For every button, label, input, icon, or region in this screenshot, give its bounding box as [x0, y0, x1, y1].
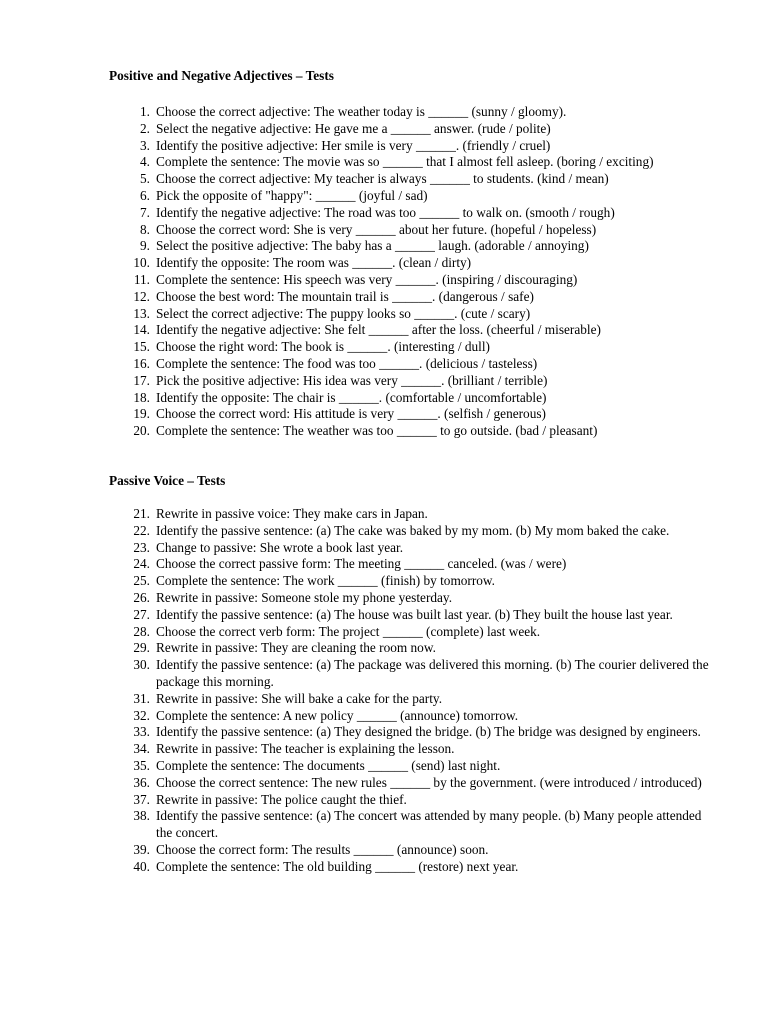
question-text: Rewrite in passive: Someone stole my phone yesterday.	[156, 589, 453, 605]
question-item	[0, 758, 720, 775]
question-number: 25.	[133, 573, 150, 589]
question-text: Choose the correct passive form: The meeting ______ canceled. (was / were)	[156, 556, 567, 572]
question-item	[0, 842, 720, 859]
question-number: 7.	[140, 204, 150, 220]
question-item	[0, 859, 720, 876]
question-item	[0, 708, 720, 725]
question-item	[0, 255, 720, 272]
question-number: 12.	[133, 288, 150, 304]
question-text: Complete the sentence: A new policy ______ (announce) tomorrow.	[156, 707, 519, 723]
question-number: 3.	[140, 137, 150, 153]
question-item	[0, 121, 720, 138]
question-text: Identify the opposite: The chair is ______. (comfortable / uncomfortable)	[156, 389, 547, 405]
question-text: Identify the negative adjective: The road was too ______ to walk on. (smooth / rough)	[156, 204, 615, 220]
question-number: 6.	[140, 187, 150, 203]
question-text: Complete the sentence: The movie was so ______ that I almost fell asleep. (boring / exciting)	[156, 154, 654, 170]
question-text: Complete the sentence: The food was too ______. (delicious / tasteless)	[156, 355, 538, 371]
question-item	[0, 138, 720, 155]
question-item	[0, 322, 720, 339]
question-item	[0, 272, 720, 289]
question-number: 10.	[133, 255, 150, 271]
question-number: 11.	[133, 271, 150, 287]
question-number: 38.	[133, 808, 150, 824]
question-text: Select the negative adjective: He gave me a ______ answer. (rude / polite)	[156, 120, 551, 136]
question-number: 15.	[133, 339, 150, 355]
question-item	[0, 339, 720, 356]
question-text: Identify the passive sentence: (a) The house was built last year. (b) They built the house last year.	[156, 606, 673, 622]
question-item	[0, 205, 720, 222]
question-number: 28.	[133, 623, 150, 639]
question-item	[0, 373, 720, 390]
question-text: Identify the passive sentence: (a) The package was delivered this morning. (b) The courier delivered the package this morning.	[156, 657, 709, 689]
question-text: Choose the correct adjective: My teacher is always ______ to students. (kind / mean)	[156, 171, 609, 187]
question-item	[0, 222, 720, 239]
question-item	[0, 624, 720, 641]
question-number: 24.	[133, 556, 150, 572]
question-item	[0, 154, 720, 171]
question-text: Choose the correct adjective: The weather today is ______ (sunny / gloomy).	[156, 104, 567, 119]
question-text: Select the positive adjective: The baby has a ______ laugh. (adorable / annoying)	[156, 238, 589, 254]
question-number: 34.	[133, 741, 150, 757]
question-text: Choose the correct sentence: The new rules ______ by the government. (were introduced / introduced)	[156, 774, 702, 790]
question-number: 13.	[133, 305, 150, 321]
question-item	[0, 741, 720, 758]
question-text: Choose the correct word: She is very ______ about her future. (hopeful / hopeless)	[156, 221, 597, 237]
question-text: Identify the passive sentence: (a) The concert was attended by many people. (b) Many people attended the concert.	[156, 808, 702, 841]
question-item	[0, 306, 720, 323]
question-item	[0, 423, 720, 440]
question-item	[0, 556, 720, 573]
question-text: Complete the sentence: The old building ______ (restore) next year.	[156, 858, 519, 874]
question-number: 9.	[140, 238, 150, 254]
question-number: 20.	[133, 423, 150, 439]
question-text: Rewrite in passive: They are cleaning the room now.	[156, 640, 436, 656]
question-text: Change to passive: She wrote a book last year.	[156, 539, 404, 555]
question-text: Identify the passive sentence: (a) The cake was baked by my mom. (b) My mom baked the cake.	[156, 522, 670, 538]
question-number: 32.	[133, 707, 150, 723]
question-item	[0, 356, 720, 373]
section-title-adjectives: Positive and Negative Adjectives – Tests	[109, 68, 334, 83]
question-text: Choose the best word: The mountain trail is ______. (dangerous / safe)	[156, 288, 534, 304]
question-number: 27.	[133, 606, 150, 622]
question-number: 4.	[140, 154, 150, 170]
question-text: Rewrite in passive: The police caught the thief.	[156, 791, 407, 807]
question-number: 31.	[133, 690, 150, 706]
question-text: Identify the negative adjective: She felt ______ after the loss. (cheerful / miserable)	[156, 322, 601, 338]
question-text: Identify the passive sentence: (a) They designed the bridge. (b) The bridge was designed by engineers.	[156, 724, 701, 740]
question-number: 30.	[133, 657, 150, 673]
question-item	[0, 390, 720, 407]
question-item	[0, 724, 720, 741]
question-item	[0, 104, 720, 121]
question-item	[0, 808, 720, 842]
question-number: 21.	[133, 506, 150, 521]
question-number: 14.	[133, 322, 150, 338]
question-item	[0, 406, 720, 423]
question-number: 39.	[133, 841, 150, 857]
question-number: 19.	[133, 406, 150, 422]
question-number: 23.	[133, 539, 150, 555]
question-text: Choose the right word: The book is ______. (interesting / dull)	[156, 339, 490, 355]
question-item	[0, 691, 720, 708]
question-text: Identify the opposite: The room was ______. (clean / dirty)	[156, 255, 472, 271]
question-list-passive-voice	[0, 506, 720, 876]
section-title-passive-voice: Passive Voice – Tests	[109, 473, 226, 488]
question-text: Complete the sentence: His speech was very ______. (inspiring / discouraging)	[156, 271, 578, 287]
question-text: Rewrite in passive: The teacher is explaining the lesson.	[156, 741, 455, 757]
question-item	[0, 506, 720, 523]
question-item	[0, 573, 720, 590]
question-number: 2.	[140, 120, 150, 136]
question-item	[0, 523, 720, 540]
question-number: 36.	[133, 774, 150, 790]
question-item	[0, 607, 720, 624]
question-item	[0, 238, 720, 255]
question-number: 26.	[133, 589, 150, 605]
question-item	[0, 640, 720, 657]
question-item	[0, 775, 720, 792]
question-item	[0, 657, 720, 691]
question-item	[0, 289, 720, 306]
question-item	[0, 171, 720, 188]
question-item	[0, 540, 720, 557]
question-item	[0, 590, 720, 607]
question-text: Choose the correct word: His attitude is very ______. (selfish / generous)	[156, 406, 546, 422]
question-number: 16.	[133, 355, 150, 371]
question-text: Pick the opposite of "happy": ______ (joyful / sad)	[156, 187, 428, 203]
question-number: 35.	[133, 757, 150, 773]
question-item	[0, 792, 720, 809]
question-text: Identify the positive adjective: Her smile is very ______. (friendly / cruel)	[156, 137, 551, 153]
question-number: 5.	[140, 171, 150, 187]
question-number: 18.	[133, 389, 150, 405]
question-text: Choose the correct verb form: The project ______ (complete) last week.	[156, 623, 541, 639]
question-number: 37.	[133, 791, 150, 807]
question-number: 1.	[140, 104, 150, 119]
question-number: 40.	[133, 858, 150, 874]
question-number: 8.	[140, 221, 150, 237]
question-number: 33.	[133, 724, 150, 740]
question-text: Complete the sentence: The documents ______ (send) last night.	[156, 757, 501, 773]
question-text: Rewrite in passive voice: They make cars in Japan.	[156, 506, 428, 521]
question-item	[0, 188, 720, 205]
question-text: Select the correct adjective: The puppy looks so ______. (cute / scary)	[156, 305, 531, 321]
question-text: Rewrite in passive: She will bake a cake for the party.	[156, 690, 443, 706]
question-text: Complete the sentence: The weather was too ______ to go outside. (bad / pleasant)	[156, 423, 598, 439]
question-number: 22.	[133, 522, 150, 538]
question-number: 17.	[133, 372, 150, 388]
question-text: Choose the correct form: The results ______ (announce) soon.	[156, 841, 489, 857]
question-list-adjectives	[0, 104, 720, 440]
question-text: Pick the positive adjective: His idea was very ______. (brilliant / terrible)	[156, 372, 548, 388]
question-text: Complete the sentence: The work ______ (finish) by tomorrow.	[156, 573, 495, 589]
question-number: 29.	[133, 640, 150, 656]
